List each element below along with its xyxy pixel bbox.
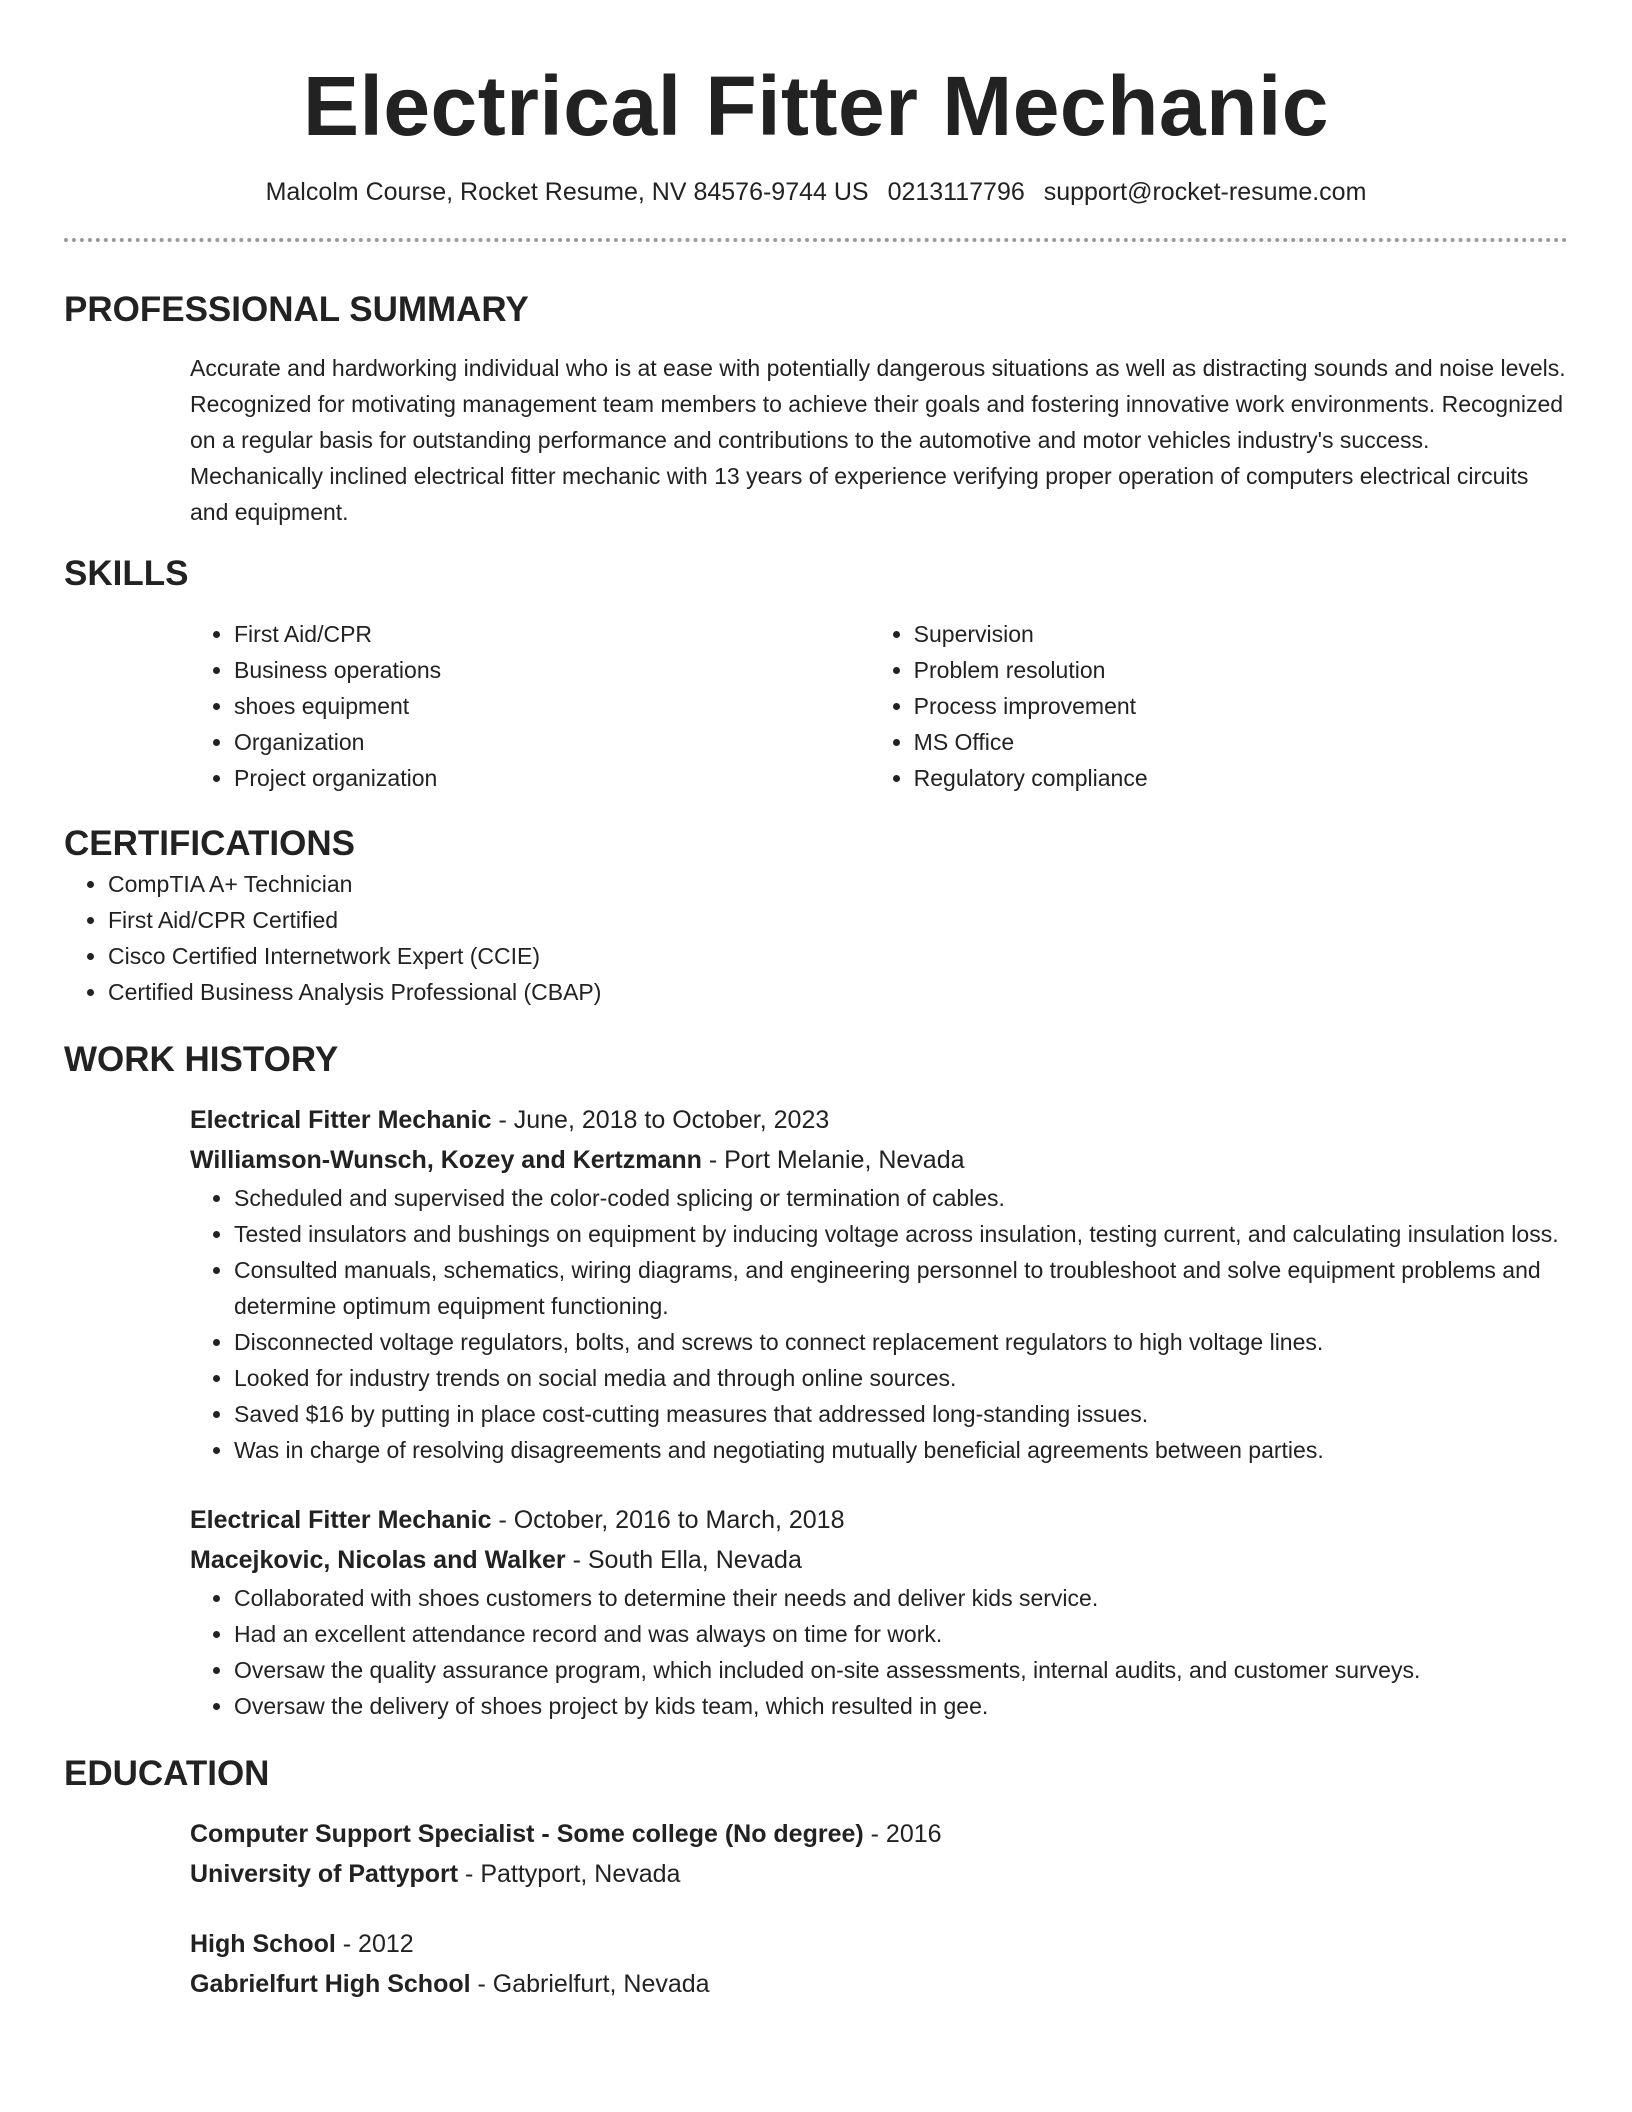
job-dates: - June, 2018 to October, 2023: [491, 1106, 830, 1134]
job-bullet-list: [190, 1180, 1568, 1468]
skill-item: • Project organization: [234, 760, 870, 796]
education-degree: High School: [190, 1930, 336, 1958]
job-bullet: • Oversaw the quality assurance program, which included on-site assessments, internal audits, and customer surveys.: [234, 1652, 1568, 1688]
job-title-line: [190, 1500, 1568, 1540]
job-entry: [190, 1100, 1568, 1468]
skill-item: • Supervision: [914, 616, 1568, 652]
skill-item: • Regulatory compliance: [914, 760, 1568, 796]
contact-address: Malcolm Course, Rocket Resume, NV 84576-9744 US: [265, 178, 869, 206]
resume-name-heading: Electrical Fitter Mechanic: [302, 59, 1330, 153]
job-bullet: • Scheduled and supervised the color-coded splicing or termination of cables.: [234, 1180, 1568, 1216]
header-divider: [64, 238, 1568, 242]
job-bullet: • Had an excellent attendance record and was always on time for work.: [234, 1616, 1568, 1652]
education-location: - Pattyport, Nevada: [458, 1860, 681, 1888]
skill-item: • Problem resolution: [914, 652, 1568, 688]
skill-item: • Process improvement: [914, 688, 1568, 724]
summary-text: Accurate and hardworking individual who is at ease with potentially dangerous situations as well as distracting sounds and noise levels. Recognized for motivating management team members to achieve their goals and fostering innovative work environments. Recognized on a regular basis for outstanding performance and contributions to the automotive and motor vehicles industry's success. Mechanically inclined electrical fitter mechanic with 13 years of experience verifying proper operation of computers electrical circuits and equipment.: [190, 355, 1566, 525]
job-bullet: • Saved $16 by putting in place cost-cutting measures that addressed long-standing issues.: [234, 1396, 1568, 1432]
skills-column-right: [870, 616, 1568, 796]
job-role: Electrical Fitter Mechanic: [190, 1106, 492, 1134]
education-year: - 2012: [335, 1930, 414, 1958]
job-dates: - October, 2016 to March, 2018: [491, 1506, 845, 1534]
job-company-line: [190, 1540, 1568, 1580]
job-company-line: [190, 1140, 1568, 1180]
certification-item: • Cisco Certified Internetwork Expert (CCIE): [108, 938, 1568, 974]
certification-item: • Certified Business Analysis Professional (CBAP): [108, 974, 1568, 1010]
job-location: - Port Melanie, Nevada: [701, 1146, 965, 1174]
job-bullet: • Disconnected voltage regulators, bolts, and screws to connect replacement regulators to high voltage lines.: [234, 1324, 1568, 1360]
job-bullet: • Was in charge of resolving disagreements and negotiating mutually beneficial agreements between parties.: [234, 1432, 1568, 1468]
contact-line: [64, 176, 1568, 208]
skills-heading: SKILLS: [64, 554, 189, 593]
education-degree-line: [190, 1814, 1568, 1854]
education-year: - 2016: [863, 1820, 942, 1848]
education-entry: [190, 1924, 1568, 2004]
job-company: Macejkovic, Nicolas and Walker: [190, 1546, 566, 1574]
education-heading: EDUCATION: [64, 1754, 270, 1793]
summary-heading: PROFESSIONAL SUMMARY: [64, 290, 529, 329]
job-role: Electrical Fitter Mechanic: [190, 1506, 492, 1534]
skill-item: • Organization: [234, 724, 870, 760]
job-company: Williamson-Wunsch, Kozey and Kertzmann: [190, 1146, 702, 1174]
job-bullet-list: [190, 1580, 1568, 1724]
education-school-line: [190, 1964, 1568, 2004]
education-location: - Gabrielfurt, Nevada: [470, 1970, 710, 1998]
contact-email: support@rocket-resume.com: [1043, 178, 1367, 206]
job-entry: [190, 1500, 1568, 1724]
certifications-heading: CERTIFICATIONS: [64, 824, 356, 863]
job-bullet: • Collaborated with shoes customers to determine their needs and deliver kids service.: [234, 1580, 1568, 1616]
job-bullet: • Tested insulators and bushings on equipment by inducing voltage across insulation, testing current, and calculating insulation loss.: [234, 1216, 1568, 1252]
job-bullet: • Looked for industry trends on social media and through online sources.: [234, 1360, 1568, 1396]
certifications-list: [64, 866, 1568, 1010]
education-school: Gabrielfurt High School: [190, 1970, 471, 1998]
certification-item: • First Aid/CPR Certified: [108, 902, 1568, 938]
education-school-line: [190, 1854, 1568, 1894]
skill-item: • Business operations: [234, 652, 870, 688]
skills-column-left: [190, 616, 870, 796]
job-location: - South Ella, Nevada: [565, 1546, 802, 1574]
work-history-heading: WORK HISTORY: [64, 1040, 339, 1079]
contact-phone: 0213117796: [887, 178, 1025, 206]
skill-item: • MS Office: [914, 724, 1568, 760]
education-degree: Computer Support Specialist - Some college (No degree): [190, 1820, 864, 1848]
education-entry: [190, 1814, 1568, 1894]
certification-item: • CompTIA A+ Technician: [108, 866, 1568, 902]
job-bullet: • Oversaw the delivery of shoes project by kids team, which resulted in gee.: [234, 1688, 1568, 1724]
skill-item: • First Aid/CPR: [234, 616, 870, 652]
job-title-line: [190, 1100, 1568, 1140]
skill-item: • shoes equipment: [234, 688, 870, 724]
education-school: University of Pattyport: [190, 1860, 459, 1888]
skills-grid: [190, 616, 1568, 796]
job-bullet: • Consulted manuals, schematics, wiring diagrams, and engineering personnel to troubleshoot and solve equipment problems and determine optimum equipment functioning.: [234, 1252, 1568, 1324]
education-degree-line: [190, 1924, 1568, 1964]
